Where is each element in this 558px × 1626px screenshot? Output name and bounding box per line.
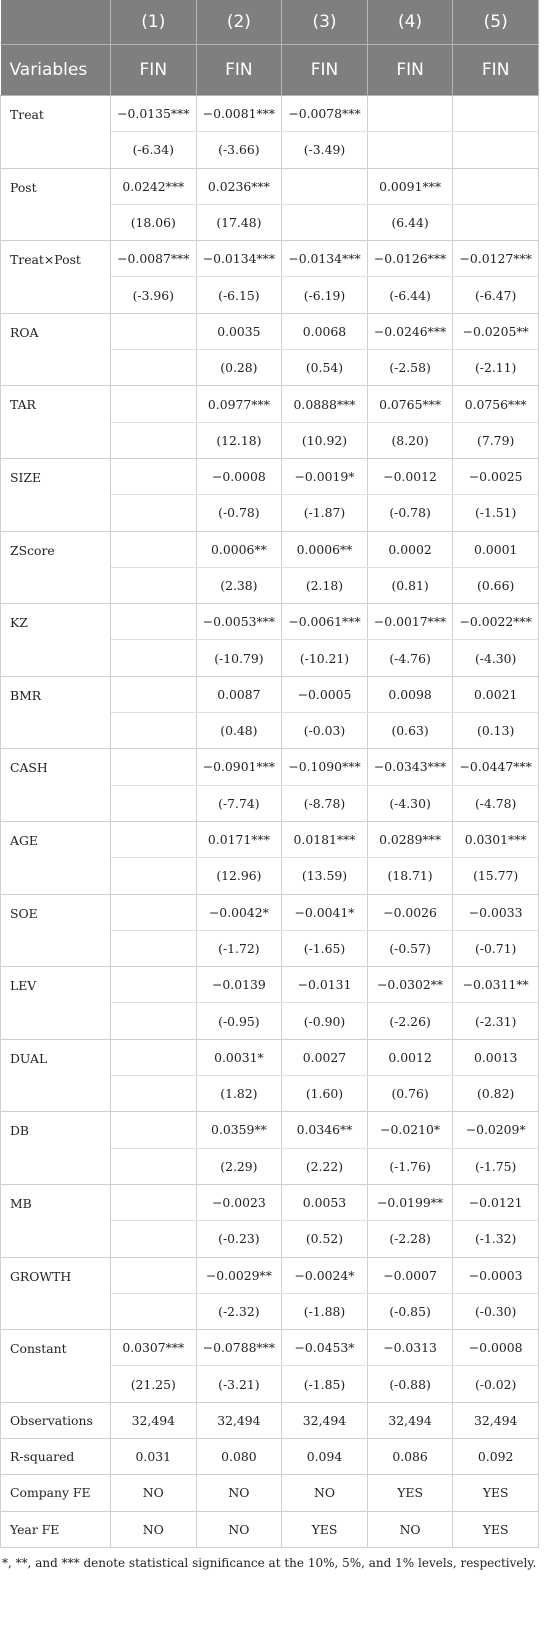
coefficient-cell xyxy=(111,604,197,640)
table-row xyxy=(1,458,539,494)
table-row xyxy=(1,96,539,132)
dependent-variable: FIN xyxy=(367,45,453,96)
t-statistic-cell: (2.18) xyxy=(282,567,368,603)
table-row xyxy=(1,1184,539,1220)
t-statistic-cell xyxy=(282,204,368,240)
coefficient-cell: −0.0042* xyxy=(196,894,282,930)
coefficient-cell xyxy=(111,458,197,494)
table-body xyxy=(1,96,539,1548)
t-statistic-cell: (-0.78) xyxy=(367,495,453,531)
stat-row xyxy=(1,1475,539,1511)
t-statistic-cell: (-1.65) xyxy=(282,930,368,966)
table-row xyxy=(1,821,539,857)
stat-row xyxy=(1,1438,539,1474)
stat-value-cell: NO xyxy=(111,1511,197,1547)
variables-header: Variables xyxy=(1,45,111,96)
coefficient-cell: 0.0013 xyxy=(453,1039,539,1075)
t-statistic-cell: (0.13) xyxy=(453,713,539,749)
coefficient-cell: 0.0756*** xyxy=(453,386,539,422)
coefficient-cell: −0.0003 xyxy=(453,1257,539,1293)
column-number-row xyxy=(1,0,539,45)
coefficient-cell: 0.0006** xyxy=(196,531,282,567)
coefficient-cell: −0.0343*** xyxy=(367,749,453,785)
coefficient-cell: 0.0346** xyxy=(282,1112,368,1148)
coefficient-cell: −0.0023 xyxy=(196,1184,282,1220)
t-statistic-cell: (-4.78) xyxy=(453,785,539,821)
variable-name: SOE xyxy=(1,894,111,967)
coefficient-cell xyxy=(111,313,197,349)
t-statistic-cell: (-0.88) xyxy=(367,1366,453,1402)
t-statistic-cell: (-1.85) xyxy=(282,1366,368,1402)
coefficient-cell: −0.0008 xyxy=(453,1330,539,1366)
coefficient-cell: −0.0022*** xyxy=(453,604,539,640)
stat-value-cell: 32,494 xyxy=(196,1402,282,1438)
coefficient-cell: −0.0139 xyxy=(196,967,282,1003)
coefficient-cell: 0.0765*** xyxy=(367,386,453,422)
variable-name: TAR xyxy=(1,386,111,459)
stat-value-cell: 32,494 xyxy=(453,1402,539,1438)
t-statistic-cell xyxy=(111,1148,197,1184)
t-statistic-cell: (-0.30) xyxy=(453,1293,539,1329)
coefficient-cell xyxy=(111,1184,197,1220)
t-statistic-cell xyxy=(111,858,197,894)
t-statistic-cell xyxy=(111,640,197,676)
t-statistic-cell: (0.63) xyxy=(367,713,453,749)
t-statistic-cell: (-1.87) xyxy=(282,495,368,531)
t-statistic-cell: (-0.02) xyxy=(453,1366,539,1402)
coefficient-cell xyxy=(111,386,197,422)
stat-value-cell: 32,494 xyxy=(367,1402,453,1438)
stat-value-cell: YES xyxy=(282,1511,368,1547)
coefficient-cell: 0.0301*** xyxy=(453,821,539,857)
coefficient-cell: −0.0033 xyxy=(453,894,539,930)
t-statistic-cell: (-0.95) xyxy=(196,1003,282,1039)
coefficient-cell: −0.0788*** xyxy=(196,1330,282,1366)
variable-name: ROA xyxy=(1,313,111,386)
t-statistic-cell: (-2.31) xyxy=(453,1003,539,1039)
t-statistic-cell: (-1.88) xyxy=(282,1293,368,1329)
coefficient-cell: 0.0977*** xyxy=(196,386,282,422)
t-statistic-cell: (0.81) xyxy=(367,567,453,603)
t-statistic-cell: (0.28) xyxy=(196,350,282,386)
table-row xyxy=(1,1039,539,1075)
t-statistic-cell: (13.59) xyxy=(282,858,368,894)
variable-name: MB xyxy=(1,1184,111,1257)
t-statistic-cell: (-3.49) xyxy=(282,132,368,168)
t-statistic-cell: (6.44) xyxy=(367,204,453,240)
t-statistic-cell: (1.60) xyxy=(282,1076,368,1112)
stat-value-cell: 32,494 xyxy=(111,1402,197,1438)
table-row xyxy=(1,313,539,349)
coefficient-cell: −0.0026 xyxy=(367,894,453,930)
coefficient-cell xyxy=(111,1112,197,1148)
t-statistic-cell: (7.79) xyxy=(453,422,539,458)
t-statistic-cell: (12.18) xyxy=(196,422,282,458)
t-statistic-cell: (-3.66) xyxy=(196,132,282,168)
t-statistic-cell: (-4.76) xyxy=(367,640,453,676)
dependent-variable: FIN xyxy=(111,45,197,96)
t-statistic-cell: (-4.30) xyxy=(453,640,539,676)
table-row xyxy=(1,386,539,422)
coefficient-cell: −0.0901*** xyxy=(196,749,282,785)
stat-value-cell: 32,494 xyxy=(282,1402,368,1438)
coefficient-cell: −0.0126*** xyxy=(367,241,453,277)
stat-name: R-squared xyxy=(1,1438,111,1474)
coefficient-cell xyxy=(111,894,197,930)
t-statistic-cell: (21.25) xyxy=(111,1366,197,1402)
t-statistic-cell xyxy=(111,1221,197,1257)
t-statistic-cell: (-0.23) xyxy=(196,1221,282,1257)
coefficient-cell: 0.0307*** xyxy=(111,1330,197,1366)
t-statistic-cell: (-4.30) xyxy=(367,785,453,821)
table-row xyxy=(1,241,539,277)
variable-name: LEV xyxy=(1,967,111,1040)
coefficient-cell: 0.0181*** xyxy=(282,821,368,857)
t-statistic-cell: (10.92) xyxy=(282,422,368,458)
coefficient-cell: −0.0302** xyxy=(367,967,453,1003)
stat-name: Year FE xyxy=(1,1511,111,1547)
table-row xyxy=(1,604,539,640)
coefficient-cell xyxy=(111,676,197,712)
coefficient-cell: −0.0134*** xyxy=(196,241,282,277)
coefficient-cell: 0.0171*** xyxy=(196,821,282,857)
coefficient-cell: −0.0134*** xyxy=(282,241,368,277)
dependent-variable: FIN xyxy=(196,45,282,96)
t-statistic-cell: (-6.47) xyxy=(453,277,539,313)
t-statistic-cell: (2.38) xyxy=(196,567,282,603)
t-statistic-cell: (-0.85) xyxy=(367,1293,453,1329)
t-statistic-cell: (-6.44) xyxy=(367,277,453,313)
t-statistic-cell: (-1.75) xyxy=(453,1148,539,1184)
t-statistic-cell xyxy=(367,132,453,168)
coefficient-cell: −0.0078*** xyxy=(282,96,368,132)
coefficient-cell: −0.0199** xyxy=(367,1184,453,1220)
table-row xyxy=(1,1257,539,1293)
stat-value-cell: NO xyxy=(196,1475,282,1511)
coefficient-cell: 0.0091*** xyxy=(367,168,453,204)
coefficient-cell: 0.0021 xyxy=(453,676,539,712)
t-statistic-cell xyxy=(111,1003,197,1039)
stat-value-cell: YES xyxy=(453,1511,539,1547)
coefficient-cell: −0.0081*** xyxy=(196,96,282,132)
coefficient-cell: 0.0027 xyxy=(282,1039,368,1075)
t-statistic-cell: (-1.32) xyxy=(453,1221,539,1257)
coefficient-cell xyxy=(111,967,197,1003)
variable-name: Post xyxy=(1,168,111,241)
t-statistic-cell: (-7.74) xyxy=(196,785,282,821)
variable-name: SIZE xyxy=(1,458,111,531)
t-statistic-cell xyxy=(111,785,197,821)
coefficient-cell: −0.0087*** xyxy=(111,241,197,277)
t-statistic-cell: (-10.79) xyxy=(196,640,282,676)
coefficient-cell: −0.0447*** xyxy=(453,749,539,785)
t-statistic-cell: (12.96) xyxy=(196,858,282,894)
table-row xyxy=(1,531,539,567)
t-statistic-cell: (-0.78) xyxy=(196,495,282,531)
coefficient-cell: −0.0313 xyxy=(367,1330,453,1366)
coefficient-cell xyxy=(111,531,197,567)
coefficient-cell: 0.0242*** xyxy=(111,168,197,204)
coefficient-cell: 0.0031* xyxy=(196,1039,282,1075)
table-row xyxy=(1,1330,539,1366)
variable-name: AGE xyxy=(1,821,111,894)
stat-value-cell: 0.092 xyxy=(453,1438,539,1474)
dependent-variable: FIN xyxy=(282,45,368,96)
stat-row xyxy=(1,1402,539,1438)
t-statistic-cell: (-2.28) xyxy=(367,1221,453,1257)
coefficient-cell: −0.0135*** xyxy=(111,96,197,132)
coefficient-cell: 0.0035 xyxy=(196,313,282,349)
t-statistic-cell: (-1.72) xyxy=(196,930,282,966)
coefficient-cell: 0.0098 xyxy=(367,676,453,712)
table-row xyxy=(1,676,539,712)
t-statistic-cell: (-3.96) xyxy=(111,277,197,313)
coefficient-cell xyxy=(453,168,539,204)
t-statistic-cell: (-1.76) xyxy=(367,1148,453,1184)
variable-name: Treat xyxy=(1,96,111,169)
stat-value-cell: 0.094 xyxy=(282,1438,368,1474)
coefficient-cell: 0.0236*** xyxy=(196,168,282,204)
table-row xyxy=(1,1112,539,1148)
t-statistic-cell xyxy=(111,713,197,749)
variable-name: DB xyxy=(1,1112,111,1185)
stat-value-cell: YES xyxy=(367,1475,453,1511)
column-number: (5) xyxy=(453,0,539,45)
coefficient-cell: −0.0127*** xyxy=(453,241,539,277)
coefficient-cell: 0.0001 xyxy=(453,531,539,567)
t-statistic-cell: (0.76) xyxy=(367,1076,453,1112)
coefficient-cell: −0.0012 xyxy=(367,458,453,494)
t-statistic-cell xyxy=(111,1076,197,1112)
coefficient-cell: −0.0008 xyxy=(196,458,282,494)
t-statistic-cell xyxy=(111,1293,197,1329)
coefficient-cell: −0.0453* xyxy=(282,1330,368,1366)
coefficient-cell: −0.0210* xyxy=(367,1112,453,1148)
t-statistic-cell: (-3.21) xyxy=(196,1366,282,1402)
dependent-variable-row xyxy=(1,45,539,96)
t-statistic-cell: (-0.71) xyxy=(453,930,539,966)
coefficient-cell: −0.0121 xyxy=(453,1184,539,1220)
t-statistic-cell: (-6.19) xyxy=(282,277,368,313)
t-statistic-cell: (-0.03) xyxy=(282,713,368,749)
t-statistic-cell: (1.82) xyxy=(196,1076,282,1112)
coefficient-cell: −0.0041* xyxy=(282,894,368,930)
variable-name: BMR xyxy=(1,676,111,749)
column-number: (1) xyxy=(111,0,197,45)
coefficient-cell: −0.0061*** xyxy=(282,604,368,640)
t-statistic-cell: (15.77) xyxy=(453,858,539,894)
coefficient-cell: −0.0246*** xyxy=(367,313,453,349)
t-statistic-cell: (-8.78) xyxy=(282,785,368,821)
variable-name: DUAL xyxy=(1,1039,111,1112)
t-statistic-cell: (0.52) xyxy=(282,1221,368,1257)
variable-name: KZ xyxy=(1,604,111,677)
coefficient-cell xyxy=(111,1257,197,1293)
t-statistic-cell xyxy=(111,495,197,531)
t-statistic-cell xyxy=(111,567,197,603)
coefficient-cell: 0.0002 xyxy=(367,531,453,567)
coefficient-cell xyxy=(282,168,368,204)
t-statistic-cell: (0.48) xyxy=(196,713,282,749)
coefficient-cell: 0.0359** xyxy=(196,1112,282,1148)
coefficient-cell: −0.0017*** xyxy=(367,604,453,640)
coefficient-cell: −0.0029** xyxy=(196,1257,282,1293)
coefficient-cell: 0.0006** xyxy=(282,531,368,567)
stat-name: Company FE xyxy=(1,1475,111,1511)
coefficient-cell: −0.0131 xyxy=(282,967,368,1003)
variable-name: GROWTH xyxy=(1,1257,111,1330)
column-number: (3) xyxy=(282,0,368,45)
stat-name: Observations xyxy=(1,1402,111,1438)
t-statistic-cell: (17.48) xyxy=(196,204,282,240)
stat-value-cell: NO xyxy=(367,1511,453,1547)
t-statistic-cell xyxy=(111,422,197,458)
coefficient-cell: −0.0007 xyxy=(367,1257,453,1293)
variable-name: Constant xyxy=(1,1330,111,1403)
coefficient-cell: 0.0289*** xyxy=(367,821,453,857)
t-statistic-cell: (-10.21) xyxy=(282,640,368,676)
t-statistic-cell: (2.29) xyxy=(196,1148,282,1184)
t-statistic-cell: (-2.32) xyxy=(196,1293,282,1329)
coefficient-cell: −0.0024* xyxy=(282,1257,368,1293)
column-number: (2) xyxy=(196,0,282,45)
coefficient-cell: 0.0012 xyxy=(367,1039,453,1075)
t-statistic-cell xyxy=(453,204,539,240)
stat-value-cell: 0.080 xyxy=(196,1438,282,1474)
coefficient-cell: −0.0053*** xyxy=(196,604,282,640)
coefficient-cell xyxy=(111,821,197,857)
coefficient-cell: −0.0209* xyxy=(453,1112,539,1148)
coefficient-cell xyxy=(367,96,453,132)
t-statistic-cell: (18.71) xyxy=(367,858,453,894)
t-statistic-cell: (2.22) xyxy=(282,1148,368,1184)
coefficient-cell: 0.0068 xyxy=(282,313,368,349)
stat-value-cell: NO xyxy=(282,1475,368,1511)
stat-row xyxy=(1,1511,539,1547)
coefficient-cell: 0.0888*** xyxy=(282,386,368,422)
coefficient-cell xyxy=(453,96,539,132)
t-statistic-cell xyxy=(111,350,197,386)
t-statistic-cell: (-2.11) xyxy=(453,350,539,386)
t-statistic-cell: (-6.15) xyxy=(196,277,282,313)
stat-value-cell: NO xyxy=(196,1511,282,1547)
dependent-variable: FIN xyxy=(453,45,539,96)
stat-value-cell: YES xyxy=(453,1475,539,1511)
t-statistic-cell: (8.20) xyxy=(367,422,453,458)
variable-name: CASH xyxy=(1,749,111,822)
coefficient-cell: −0.0311** xyxy=(453,967,539,1003)
variable-name: Treat×Post xyxy=(1,241,111,314)
t-statistic-cell xyxy=(453,132,539,168)
t-statistic-cell: (-0.90) xyxy=(282,1003,368,1039)
column-number: (4) xyxy=(367,0,453,45)
significance-note: *, **, and *** denote statistical significance at the 10%, 5%, and 1% levels, respectively. xyxy=(2,1555,537,1570)
stat-value-cell: 0.031 xyxy=(111,1438,197,1474)
t-statistic-cell: (0.66) xyxy=(453,567,539,603)
variable-name: ZScore xyxy=(1,531,111,604)
coefficient-cell: −0.0205** xyxy=(453,313,539,349)
coefficient-cell: −0.0025 xyxy=(453,458,539,494)
coefficient-cell xyxy=(111,749,197,785)
t-statistic-cell: (0.54) xyxy=(282,350,368,386)
coefficient-cell: 0.0053 xyxy=(282,1184,368,1220)
table-row xyxy=(1,894,539,930)
t-statistic-cell: (-0.57) xyxy=(367,930,453,966)
coefficient-cell: −0.0005 xyxy=(282,676,368,712)
t-statistic-cell: (18.06) xyxy=(111,204,197,240)
t-statistic-cell xyxy=(111,930,197,966)
table-header xyxy=(1,0,539,96)
header-empty-cell xyxy=(1,0,111,45)
t-statistic-cell: (-6.34) xyxy=(111,132,197,168)
coefficient-cell: −0.1090*** xyxy=(282,749,368,785)
coefficient-cell xyxy=(111,1039,197,1075)
t-statistic-cell: (-2.26) xyxy=(367,1003,453,1039)
table-row xyxy=(1,967,539,1003)
t-statistic-cell: (-1.51) xyxy=(453,495,539,531)
coefficient-cell: −0.0019* xyxy=(282,458,368,494)
stat-value-cell: 0.086 xyxy=(367,1438,453,1474)
stat-value-cell: NO xyxy=(111,1475,197,1511)
table-row xyxy=(1,168,539,204)
t-statistic-cell: (0.82) xyxy=(453,1076,539,1112)
t-statistic-cell: (-2.58) xyxy=(367,350,453,386)
table-row xyxy=(1,749,539,785)
coefficient-cell: 0.0087 xyxy=(196,676,282,712)
